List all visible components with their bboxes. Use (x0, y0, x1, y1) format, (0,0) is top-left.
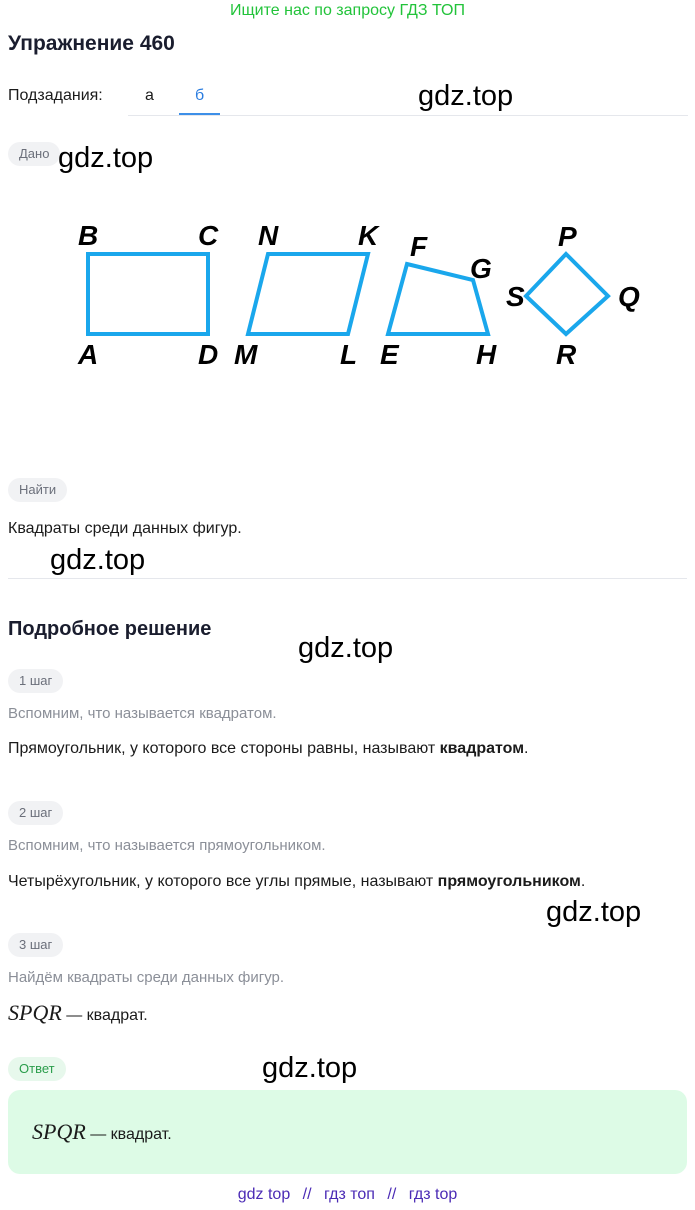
label-p: P (558, 221, 577, 252)
top-banner[interactable]: Ищите нас по запросу ГДЗ ТОП (230, 2, 465, 19)
label-l: L (340, 339, 358, 370)
watermark: gdz.top (546, 896, 642, 928)
tab-subtask-a[interactable]: а (145, 87, 154, 104)
label-s: S (506, 281, 525, 312)
active-tab-indicator (179, 113, 220, 115)
find-badge: Найти (8, 478, 67, 502)
step-1-text-end: . (524, 740, 529, 757)
footer-separator: // (302, 1186, 312, 1203)
step-2-text-plain: Четырёхугольник, у которого все углы прямые, называют (8, 873, 438, 890)
answer-badge: Ответ (8, 1057, 66, 1081)
label-a: A (78, 339, 99, 370)
footer-link-1[interactable]: gdz top (237, 1186, 291, 1203)
label-r: R (556, 339, 577, 370)
label-n: N (258, 220, 279, 251)
step-1-hint: Вспомним, что называется квадратом. (8, 705, 277, 722)
step-1-text-plain: Прямоугольник, у которого все стороны равны, называют (8, 740, 440, 757)
label-m: M (234, 339, 258, 370)
label-q: Q (618, 281, 640, 312)
footer-links (0, 1186, 695, 1204)
step-3-math: SPQR (8, 1000, 62, 1025)
step-2-text-end: . (580, 873, 586, 890)
rectangle-abcd (88, 254, 208, 334)
step-2-text-bold: прямоугольником (437, 873, 581, 890)
label-k: K (358, 220, 379, 251)
label-b: B (78, 220, 99, 251)
label-f: F (410, 231, 428, 262)
answer-text (32, 1119, 172, 1145)
step-3-badge: 3 шаг (8, 933, 63, 957)
given-badge: Дано (8, 142, 60, 166)
quadrilaterals-figure (60, 210, 660, 380)
footer-link-3[interactable]: гдз top (408, 1186, 458, 1203)
step-2-hint: Вспомним, что называется прямоугольником. (8, 837, 326, 854)
label-e: E (380, 339, 399, 370)
step-3-text-rest: — квадрат. (61, 1007, 148, 1024)
step-1-text (8, 740, 529, 758)
watermark: gdz.top (50, 544, 146, 576)
subtasks-label: Подзадания: (8, 87, 103, 104)
page-title: Упражнение 460 (8, 32, 175, 55)
tabs-baseline (128, 115, 688, 116)
label-h: H (476, 339, 497, 370)
watermark: gdz.top (58, 142, 154, 174)
section-divider (8, 578, 687, 579)
step-2-text (8, 873, 585, 891)
step-1-text-bold: квадратом (439, 740, 525, 757)
step-3-hint: Найдём квадраты среди данных фигур. (8, 969, 285, 986)
tab-subtask-b[interactable]: б (195, 87, 205, 104)
watermark: gdz.top (298, 632, 394, 664)
label-d: D (198, 339, 219, 370)
answer-text-rest: — квадрат. (85, 1126, 172, 1143)
step-2-badge: 2 шаг (8, 801, 63, 825)
watermark: gdz.top (418, 80, 514, 112)
watermark: gdz.top (262, 1052, 358, 1084)
footer-link-2[interactable]: гдз топ (324, 1186, 375, 1203)
square-spqr (526, 254, 608, 334)
find-text: Квадраты среди данных фигур. (8, 520, 242, 537)
footer-separator: // (387, 1186, 397, 1203)
answer-math: SPQR (32, 1119, 86, 1144)
parallelogram-mnkl (248, 254, 368, 334)
label-g: G (470, 253, 492, 284)
label-c: C (198, 220, 219, 251)
step-3-text (8, 1000, 148, 1026)
step-1-badge: 1 шаг (8, 669, 63, 693)
solution-title: Подробное решение (8, 618, 212, 640)
